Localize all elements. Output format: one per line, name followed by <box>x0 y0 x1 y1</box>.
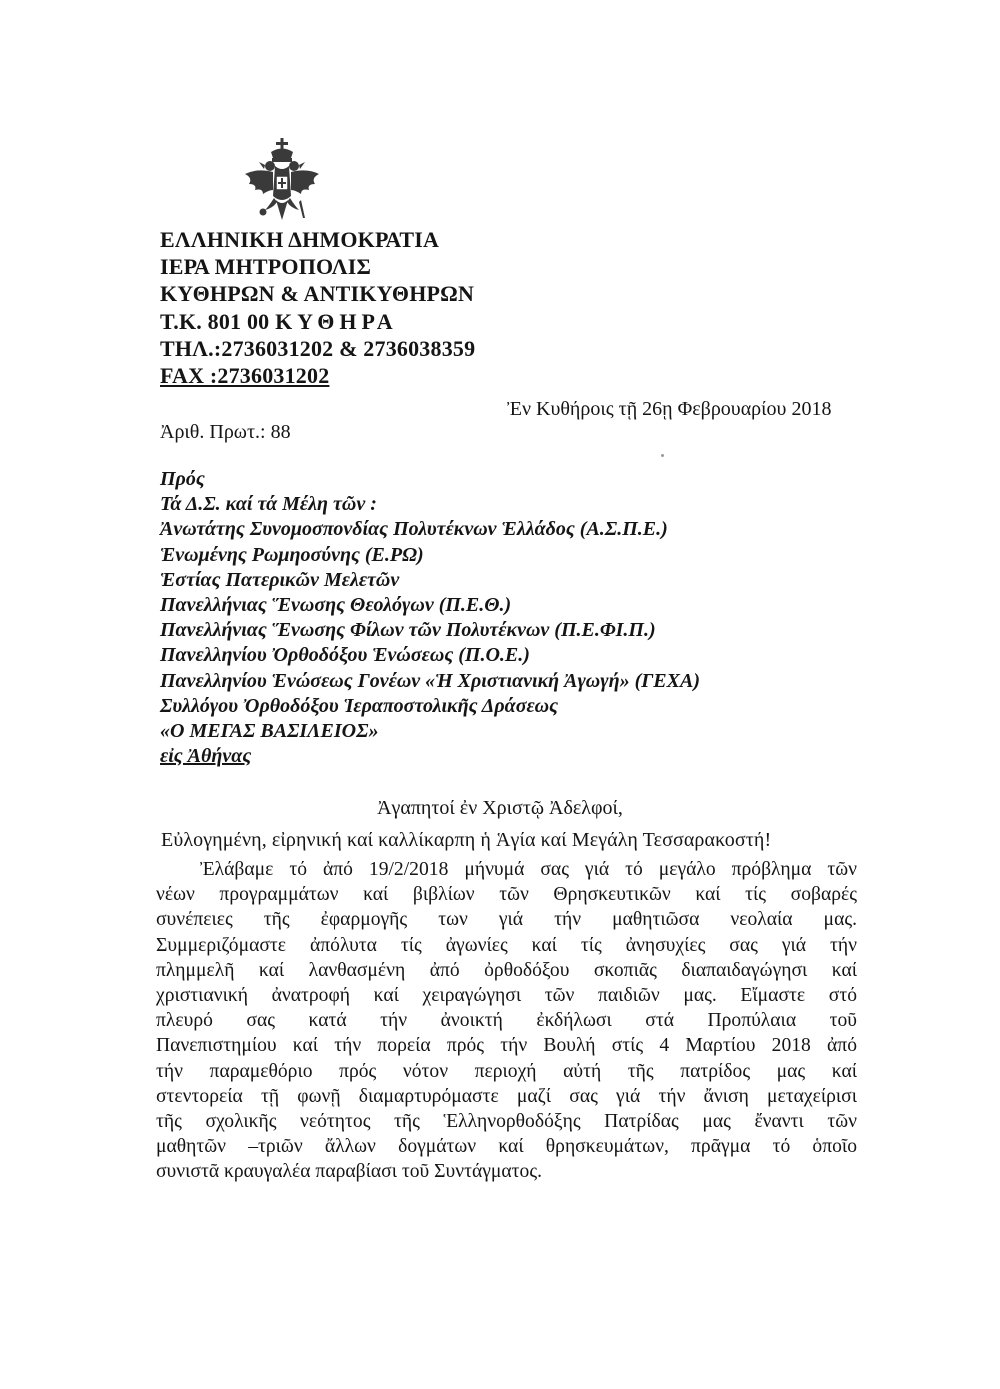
letterhead-region: ΚΥΘΗΡΩΝ & ΑΝΤΙΚΥΘΗΡΩΝ <box>160 281 475 307</box>
body-line: νέων προγραμμάτων καί βιβλίων τῶν Θρησκευτικῶν καί τίς σοβαρές <box>156 884 857 906</box>
postal-code: Τ.Κ. 801 00 <box>160 308 270 334</box>
body-line: συνέπειες τῆς ἐφαρμογῆς των γιά τήν μαθητιῶσα νεολαία μας. <box>156 909 857 931</box>
letterhead-postal <box>160 308 475 335</box>
recipient-org: Ἀνωτάτης Συνομοσπονδίας Πολυτέκνων Ἑλλάδος (Α.Σ.Π.Ε.) <box>160 518 668 541</box>
letter-body <box>156 857 857 1184</box>
body-line: Πανεπιστημίου καί τήν πορεία πρός τήν Βουλή στίς 4 Μαρτίου 2018 ἀπό <box>156 1035 857 1057</box>
letterhead-phone: ΤΗΛ.:2736031202 & 2736038359 <box>160 335 476 361</box>
recipient-org: Ἑνωμένης Ρωμηοσύνης (Ε.ΡΩ) <box>160 543 424 566</box>
letterhead-metropolis: ΙΕΡΑ ΜΗΤΡΟΠΟΛΙΣ <box>160 254 372 280</box>
double-headed-eagle-emblem-icon <box>243 138 321 224</box>
recipient-org: Ἑστίας Πατερικῶν Μελετῶν <box>160 568 400 591</box>
letterhead <box>160 226 475 389</box>
recipient-org: Πανελλήνιας Ἕνωσης Θεολόγων (Π.Ε.Θ.) <box>160 593 512 616</box>
body-line: πλευρό σας κατά τήν ἀνοικτή ἐκδήλωσι στά Προπύλαια τοῦ <box>156 1010 857 1032</box>
recipients-block <box>160 467 700 769</box>
salutation: Ἀγαπητοί ἐν Χριστῷ Ἀδελφοί, <box>377 797 623 819</box>
body-line: χριστιανική ἀνατροφή καί χειραγώγησι τῶν παιδιῶν μας. Εἴμαστε στό <box>156 984 857 1006</box>
postal-town: ΚΥΘΗΡΑ <box>275 308 398 334</box>
recipient-org: Πανελληνίου Ὀρθοδόξου Ἑνώσεως (Π.Ο.Ε.) <box>160 644 530 667</box>
speck <box>661 454 664 457</box>
recipient-org: Συλλόγου Ὀρθοδόξου Ἱεραποστολικῆς Δράσεως <box>160 694 559 717</box>
body-line: συνιστᾶ κραυγαλέα παραβίασι τοῦ Συντάγματος. <box>156 1161 543 1183</box>
recipient-org: Πανελληνίου Ἑνώσεως Γονέων «Ἡ Χριστιανική Ἀγωγή» (ΓΕΧΑ) <box>160 669 700 692</box>
recipient-org: Πανελλήνιας Ἕνωσης Φίλων τῶν Πολυτέκνων (Π.Ε.ΦΙ.Π.) <box>160 619 656 642</box>
protocol-number: Ἀριθ. Πρωτ.: 88 <box>160 421 291 443</box>
recipients-to-label: Πρός <box>160 468 205 490</box>
body-line: πλημμελῆ καί λανθασμένη ἀπό ὀρθοδόξου σκοπιᾶς διαπαιδαγώγησι καί <box>156 959 857 981</box>
body-line: τῆς σχολικῆς νεότητος τῆς Ἑλληνορθοδόξης Πατρίδας μας ἔναντι τῶν <box>156 1110 857 1132</box>
body-line: τήν παραμεθόριο πρός νότον περιοχή αὐτή τῆς πατρίδος μας καί <box>156 1060 857 1082</box>
letter-date: Ἐν Κυθήροις τῇ 26ῃ Φεβρουαρίου 2018 <box>507 398 832 420</box>
body-line: Ἐλάβαμε τό ἀπό 19/2/2018 μήνυμά σας γιά τό μεγάλο πρόβλημα τῶν <box>200 859 857 880</box>
body-line: μαθητῶν –τριῶν ἄλλων δογμάτων καί θρησκευμάτων, πρᾶγμα τό ὁποῖο <box>156 1136 857 1158</box>
recipients-subtitle: Τά Δ.Σ. καί τά Μέλη τῶν : <box>160 493 377 516</box>
body-line: Συμμεριζόμαστε ἀπόλυτα τίς ἀγωνίες καί τίς ἀνησυχίες σας γιά τήν <box>156 934 857 956</box>
recipients-location: εἰς Ἀθήνας <box>160 745 252 768</box>
lent-greeting: Εὐλογημένη, εἰρηνική καί καλλίκαρπη ἡ Ἁγία καί Μεγάλη Τεσσαρακοστή! <box>161 829 772 851</box>
letterhead-fax: FAX :2736031202 <box>160 362 330 388</box>
letterhead-country: ΕΛΛΗΝΙΚΗ ΔΗΜΟΚΡΑΤΙΑ <box>160 227 440 252</box>
body-line: στεντορεία τῇ φωνῇ διαμαρτυρόμαστε μαζί σας γιά τήν ἄνιση μεταχείρισι <box>156 1085 857 1107</box>
recipient-org: «Ο ΜΕΓΑΣ ΒΑΣΙΛΕΙΟΣ» <box>160 719 379 742</box>
